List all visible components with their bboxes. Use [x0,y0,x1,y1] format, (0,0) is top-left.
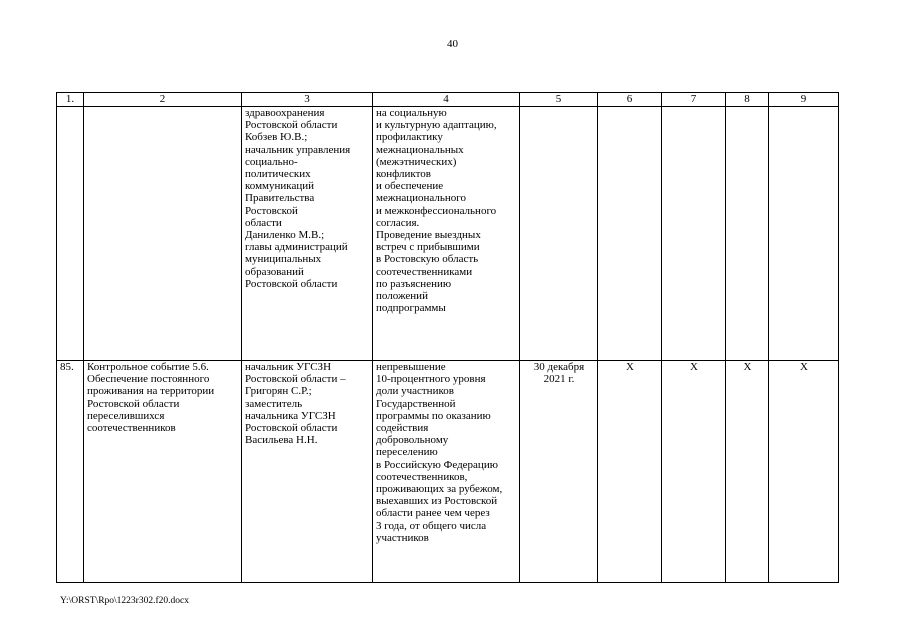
text-line: участников [376,531,429,544]
col-header-7: 7 [662,93,726,107]
text-line: межнациональных [376,143,464,156]
cont-cell-6 [598,107,662,361]
page-number: 40 [447,38,458,50]
text-line: проживающих за рубежом, [376,483,503,496]
col-header-2: 2 [84,93,242,107]
mark-col-9: Х [769,361,839,583]
text-line: и культурную адаптацию, [376,119,497,132]
text-line: в Российскую Федерацию [376,458,498,471]
text-line: Ростовской области [245,277,338,290]
text-line: переселению [376,446,438,459]
cont-cell-9 [769,107,839,361]
text-line: переселившихся [87,409,165,422]
text-line: социально- [245,155,298,168]
text-line: образований [245,265,304,278]
cont-cell-description [373,107,520,361]
cont-cell-5 [520,107,598,361]
mark-col-8: Х [726,361,769,583]
text-line: подпрограммы [376,302,446,315]
text-line: и обеспечение [376,180,444,193]
text-line: начальник УГСЗН [245,361,332,373]
deadline-date [520,361,598,583]
row-number: 85. [57,361,84,583]
text-line: согласия. [376,216,420,229]
text-line: конфликтов [376,168,431,181]
text-line: соотечественников, [376,470,468,483]
text-line: Ростовской [245,204,298,217]
text-line: Ростовской области [87,397,180,410]
text-line: в Ростовскую область [376,253,479,266]
text-line: 2021 г. [543,373,575,386]
text-line: соотечественников [87,422,176,435]
text-line: 10-процентного уровня [376,373,486,386]
text-line: Ростовской области – [245,373,346,386]
col-header-8: 8 [726,93,769,107]
table-row-85 [57,361,839,583]
col-header-4: 4 [373,93,520,107]
cont-cell-7 [662,107,726,361]
mark-col-6: Х [598,361,662,583]
text-line: Проведение выездных [376,229,481,242]
text-line: Ростовской области [245,422,338,435]
mark-col-7: Х [662,361,726,583]
text-line: коммуникаций [245,180,314,193]
text-line: положений [376,290,428,303]
text-line: муниципальных [245,253,322,266]
table-row-continuation [57,107,839,361]
text-line: начальника УГСЗН [245,409,336,422]
text-line: начальник управления [245,143,351,156]
col-header-9: 9 [769,93,839,107]
text-line: на социальную [376,107,447,119]
text-line: 3 года, от общего числа [376,519,487,532]
text-line: и межконфессионального [376,204,497,217]
measures-table [56,92,839,583]
file-path-footer: Y:\ORST\Rpo\1223r302.f20.docx [60,596,189,606]
text-line: главы администраций [245,241,348,254]
text-line: профилактику [376,131,443,144]
text-line: соотечественниками [376,265,473,278]
text-line: здравоохранения [245,107,325,119]
text-line: выехавших из Ростовской [376,495,498,508]
text-line: проживания на территории [87,385,215,398]
cont-cell-2 [84,107,242,361]
col-header-3: 3 [242,93,373,107]
event-title [84,361,242,583]
cont-cell-responsible [242,107,373,361]
text-line: Контрольное событие 5.6. [87,361,209,373]
event-description [373,361,520,583]
cont-cell-8 [726,107,769,361]
text-line: области ранее чем через [376,507,490,520]
col-header-6: 6 [598,93,662,107]
text-line: Даниленко М.В.; [245,229,325,242]
text-line: Васильева Н.Н. [245,434,318,447]
text-line: Обеспечение постоянного [87,373,210,386]
text-line: политических [245,168,311,181]
text-line: встреч с прибывшими [376,241,480,254]
text-line: межнационального [376,192,466,205]
text-line: программы по оказанию [376,409,491,422]
responsible-persons [242,361,373,583]
text-line: 30 декабря [533,361,585,373]
text-line: доли участников [376,385,454,398]
text-line: Правительства [245,192,315,205]
text-line: непревышение [376,361,446,373]
text-line: заместитель [245,397,303,410]
cont-cell-1 [57,107,84,361]
text-line: содействия [376,422,429,435]
column-number-row [57,93,839,107]
text-line: Григорян С.Р.; [245,385,312,398]
text-line: добровольному [376,434,449,447]
text-line: Ростовской области [245,119,338,132]
text-line: Кобзев Ю.В.; [245,131,308,144]
text-line: по разъяснению [376,277,452,290]
text-line: области [245,216,282,229]
text-line: Государственной [376,397,456,410]
col-header-5: 5 [520,93,598,107]
text-line: (межэтнических) [376,155,457,168]
col-header-1: 1. [57,93,84,107]
